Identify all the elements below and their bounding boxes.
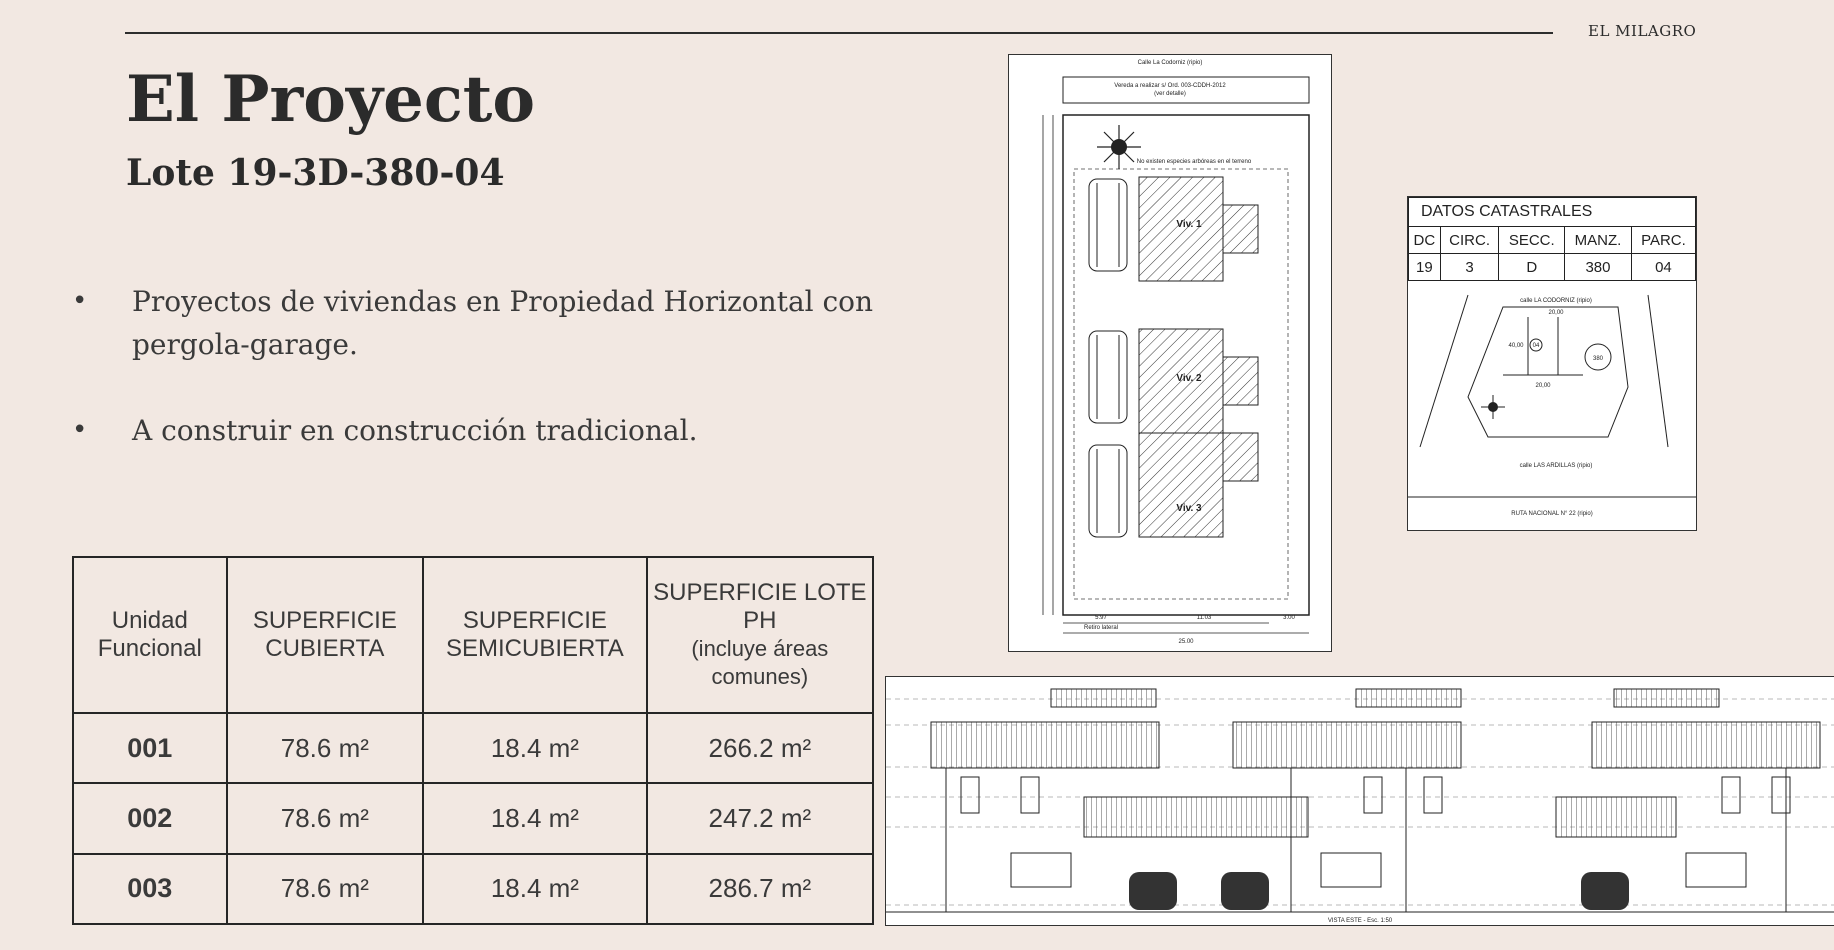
map-manzana: 380	[1592, 356, 1604, 362]
bullet-item	[70, 280, 930, 366]
header-rule	[125, 32, 1553, 34]
cell-cubierta: 78.6 m²	[227, 783, 424, 853]
cell-uf: 003	[73, 854, 227, 924]
bullet-text: Proyectos de viviendas en Propiedad Horizontal con pergola-garage.	[132, 285, 874, 361]
plan-vereda-label: Vereda a realizar s/ Ord. 003-CDDH-2012	[1114, 83, 1226, 89]
site-plan-svg	[1009, 55, 1331, 651]
cadastral-header: CIRC.	[1440, 227, 1499, 254]
cadastral-value: 380	[1565, 254, 1632, 281]
plan-unit-label: Viv. 2	[1176, 373, 1202, 384]
plan-street-label: Calle La Codorniz (ripio)	[1137, 60, 1203, 66]
map-street-top: calle LA CODORNIZ (ripio)	[1520, 298, 1592, 304]
site-plan-drawing	[1008, 54, 1332, 652]
elevation-drawing	[885, 676, 1834, 926]
cadastral-value: 3	[1440, 254, 1499, 281]
cell-uf: 001	[73, 713, 227, 783]
cadastral-header: MANZ.	[1565, 227, 1632, 254]
table-row	[73, 713, 873, 783]
elevation-caption: VISTA ESTE - Esc. 1:50	[1327, 918, 1393, 924]
sun-icon	[1097, 125, 1141, 169]
plan-unit-label: Viv. 1	[1176, 219, 1202, 230]
brand-label: EL MILAGRO	[1588, 22, 1697, 40]
cell-lote: 286.7 m²	[647, 854, 873, 924]
bullet-dot-icon: •	[72, 415, 88, 445]
car-icon	[1129, 872, 1629, 910]
plan-vereda-note: (ver detalle)	[1154, 91, 1186, 97]
table-row	[73, 854, 873, 924]
map-dim-bottom: 20,00	[1535, 383, 1551, 389]
cell-semicubierta: 18.4 m²	[423, 783, 647, 853]
header-lote	[647, 557, 873, 713]
bullet-dot-icon: •	[72, 286, 88, 316]
plan-width-total: 25.00	[1178, 639, 1194, 645]
cadastral-title: DATOS CATASTRALES	[1409, 198, 1696, 227]
cadastral-value: 19	[1409, 254, 1441, 281]
plan-width-label: 5.97	[1095, 615, 1107, 621]
bullet-item	[70, 409, 930, 452]
header-unidad: Unidad Funcional	[73, 557, 227, 713]
cell-semicubierta: 18.4 m²	[423, 854, 647, 924]
cadastral-header: DC	[1409, 227, 1441, 254]
plan-retiro-label: Retiro lateral	[1083, 625, 1119, 631]
elevation-svg	[886, 677, 1834, 925]
bullet-list	[70, 280, 930, 452]
map-parcela: 04	[1532, 343, 1540, 349]
cell-lote: 266.2 m²	[647, 713, 873, 783]
map-ruta: RUTA NACIONAL N° 22 (ripio)	[1511, 511, 1593, 517]
page-subtitle: Lote 19-3D-380-04	[126, 152, 505, 194]
cadastral-map-svg	[1408, 197, 1696, 530]
header-lote-main: SUPERFICIE LOTE PH	[653, 579, 867, 634]
cadastral-data-drawing	[1407, 196, 1697, 531]
plan-width-label: 3.00	[1283, 615, 1295, 621]
cell-cubierta: 78.6 m²	[227, 854, 424, 924]
plan-width-label: 11.03	[1196, 615, 1212, 621]
header-cubierta: SUPERFICIE CUBIERTA	[227, 557, 424, 713]
cell-lote: 247.2 m²	[647, 783, 873, 853]
header-lote-note: (incluye áreas comunes)	[691, 636, 829, 689]
cell-cubierta: 78.6 m²	[227, 713, 424, 783]
cadastral-value: 04	[1631, 254, 1695, 281]
cadastral-value: D	[1499, 254, 1565, 281]
table-row	[73, 783, 873, 853]
bullet-text: A construir en construcción tradicional.	[132, 414, 698, 447]
header-semicubierta: SUPERFICIE SEMICUBIERTA	[423, 557, 647, 713]
map-dim-top: 20,00	[1548, 310, 1564, 316]
cell-semicubierta: 18.4 m²	[423, 713, 647, 783]
plan-unit-label: Viv. 3	[1176, 503, 1202, 514]
page-title: El Proyecto	[126, 62, 536, 137]
cell-uf: 002	[73, 783, 227, 853]
table-header-row	[73, 557, 873, 713]
plan-no-trees-label: No existen especies arbóreas en el terreno	[1136, 159, 1252, 165]
cadastral-header: PARC.	[1631, 227, 1695, 254]
sun-icon	[1481, 395, 1505, 419]
cadastral-header: SECC.	[1499, 227, 1565, 254]
surface-table	[72, 556, 874, 925]
map-dim-side: 40,00	[1508, 343, 1524, 349]
map-street-bottom: calle LAS ARDILLAS (ripio)	[1519, 463, 1593, 469]
